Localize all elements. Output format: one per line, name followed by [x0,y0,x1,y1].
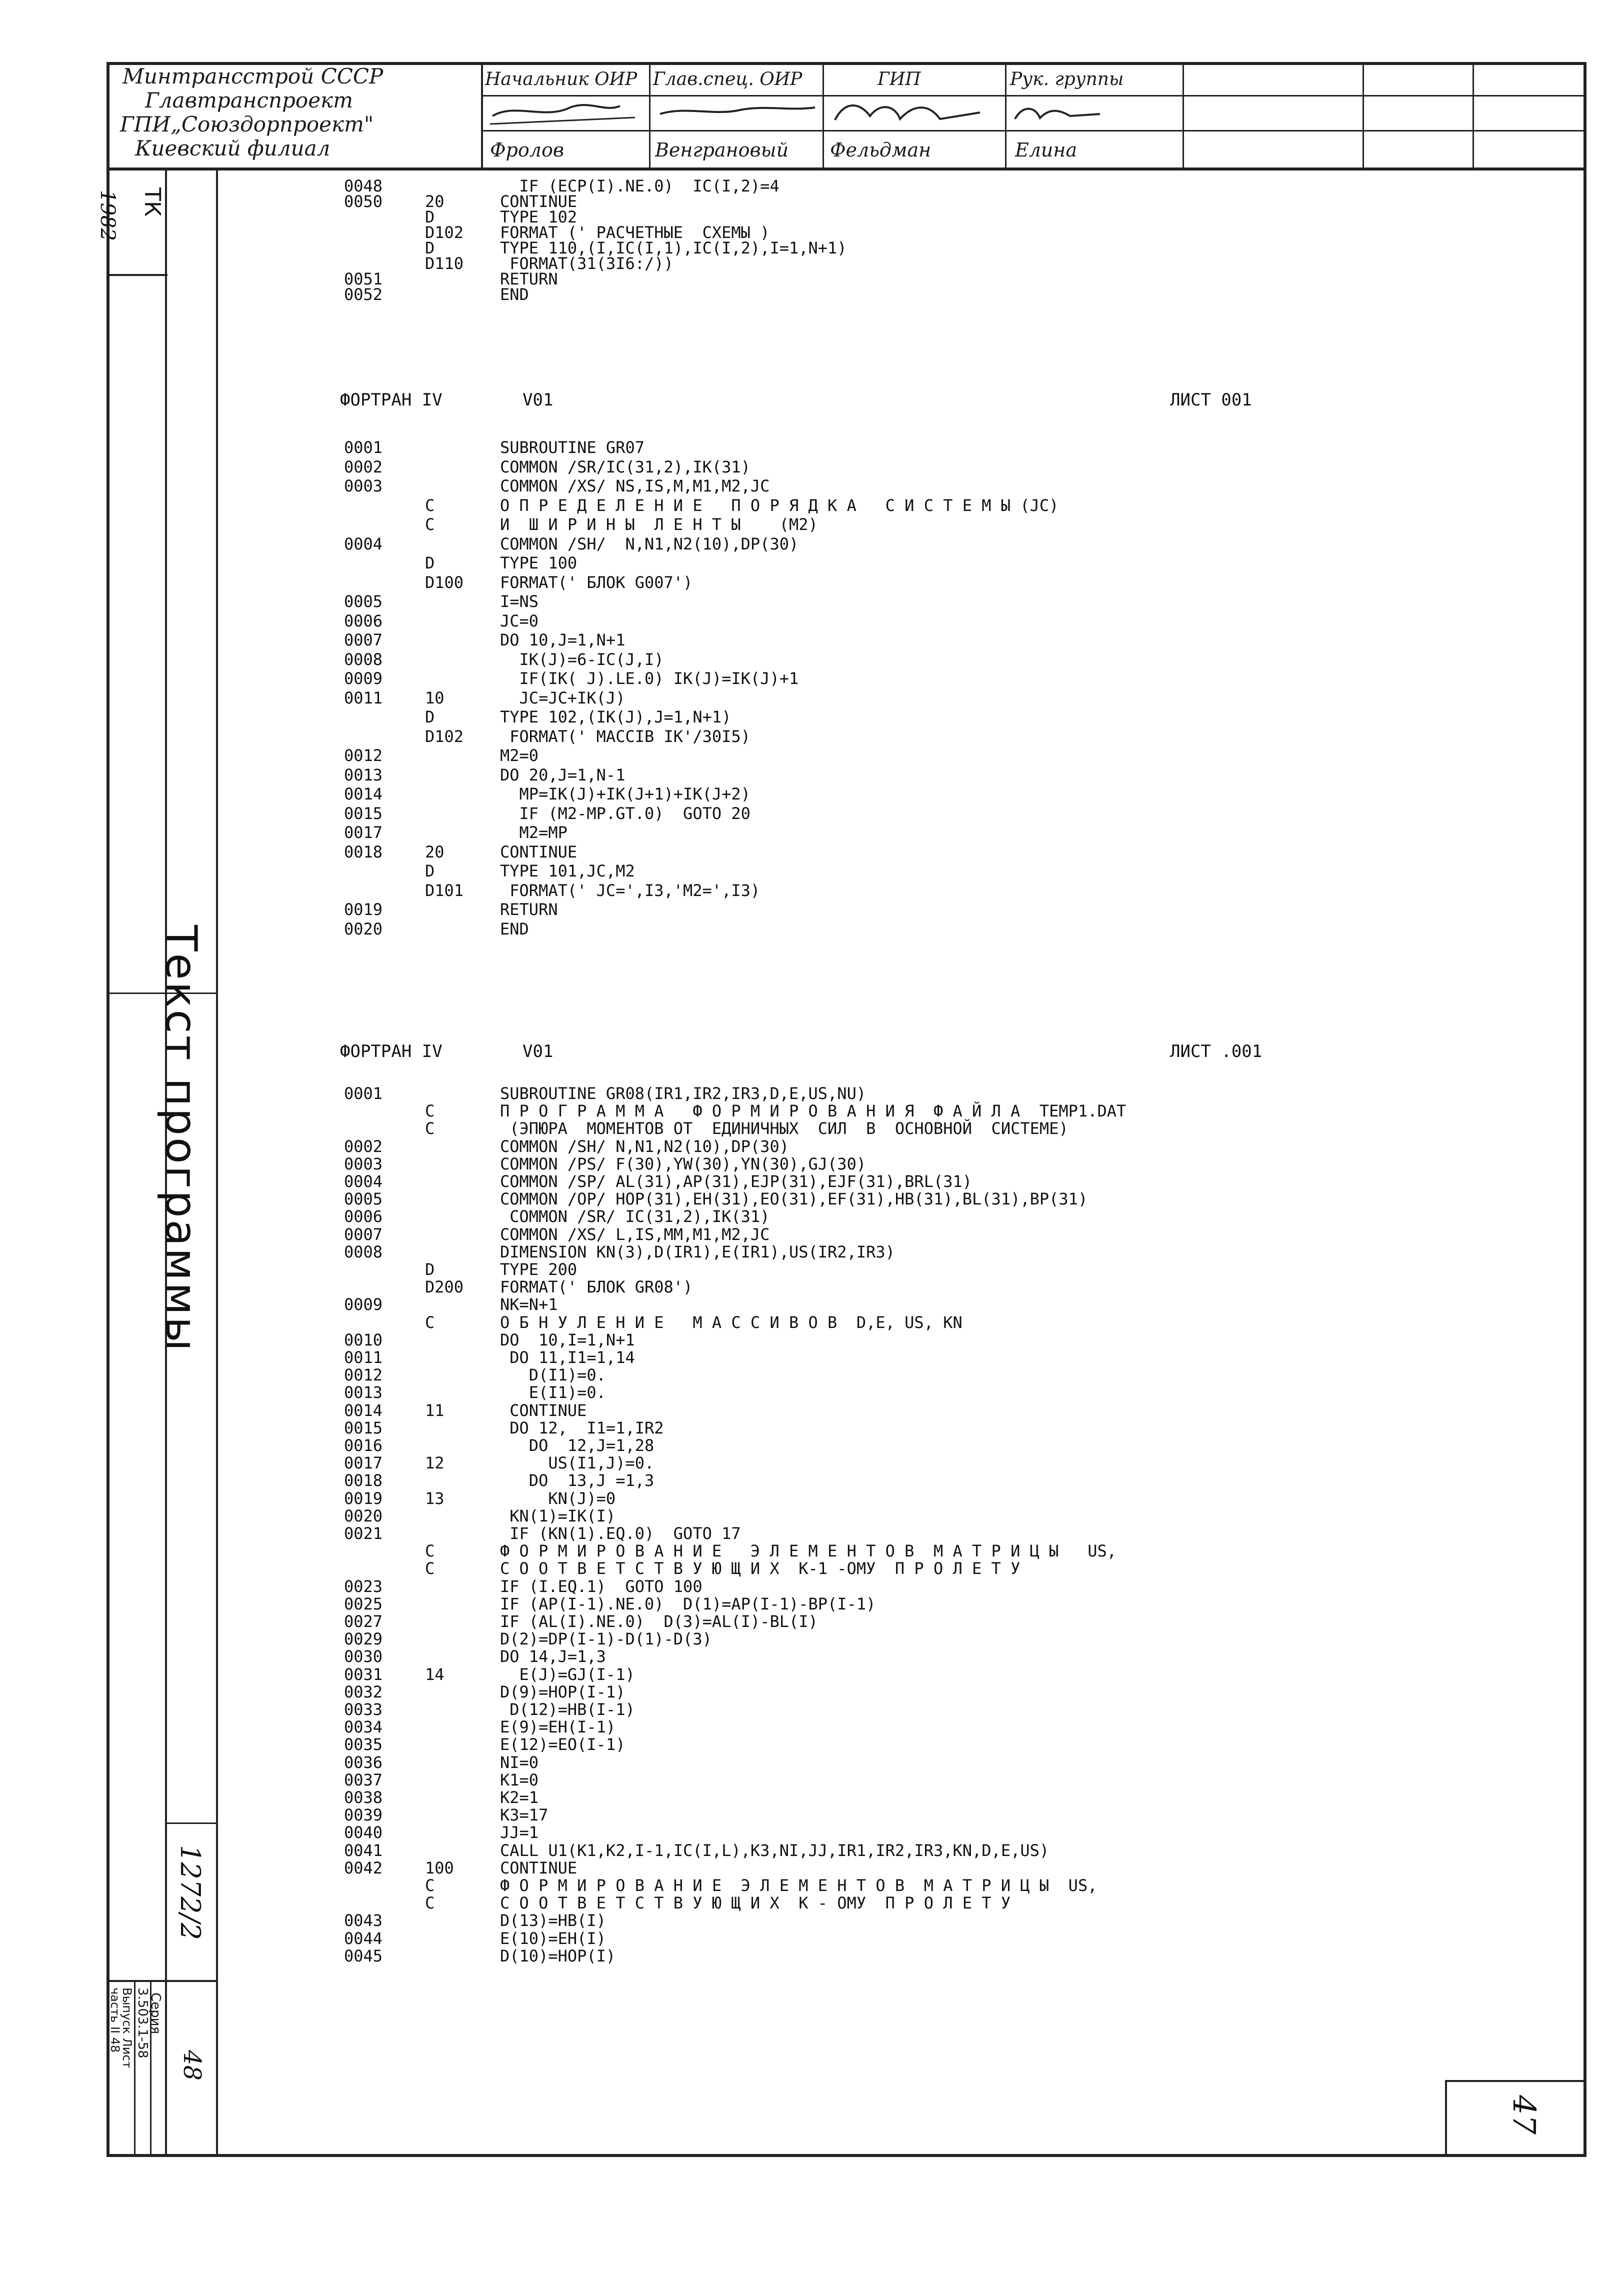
code-line-number: 0011 [344,688,383,708]
code-label: D [425,554,435,572]
code-line-number: 0007 [344,1224,383,1244]
code-statement: SUBROUTINE GR08(IR1,IR2,IR3,D,E,US,NU) [500,1084,866,1103]
code-statement: FORMAT(' БЛОК GR08') [500,1278,693,1297]
series-line-2: 3.503.1-58 [135,1988,150,2058]
code-line-number: 0008 [344,650,383,669]
fortran-header-2-sheet: ЛИСТ .001 [1170,1042,1262,1062]
code-line-number: 0004 [344,534,383,554]
code-statement: DO 12, I1=1,IR2 [500,1418,664,1438]
code-statement: IF (I.EQ.1) GOTO 100 [500,1576,702,1596]
page-number: 47 [1506,2095,1542,2134]
code-label: D102 [425,726,464,746]
fortran-header-2-lang: ФОРТРАН IV [340,1042,442,1062]
code-statement: K2=1 [500,1788,539,1807]
code-line-number: 0048 [344,176,383,196]
code-label: C [425,1876,435,1895]
album-number: 1272/2 [174,1845,206,1940]
code-statement: M2=0 [500,746,539,765]
code-statement: FORMAT(' JC=',I3,'M2=',I3) [500,880,760,900]
code-label: D102 [425,223,464,242]
role-gip: ГИП [878,69,921,90]
code-label: D [425,1260,435,1279]
code-statement: I=NS [500,592,539,611]
code-line-number: 0020 [344,919,383,938]
role-chief-spec: Глав.спец. ОИР [653,69,802,90]
code-statement: COMMON /SR/ IC(31,2),IK(31) [500,1207,770,1226]
code-line-number: 0029 [344,1630,383,1649]
code-statement: COMMON /SP/ AL(31),AP(31),EJP(31),EJF(31),BRL(31) [500,1172,972,1191]
code-statement: E(10)=EH(I) [500,1928,606,1948]
code-statement: END [500,919,529,938]
code-statement: JC=JC+IK(J) [500,688,626,708]
code-label: C [425,1119,435,1138]
code-statement: О Б Н У Л Е Н И Е М А С С И В О В D,E, US, KN [500,1312,962,1332]
signatures [0,0,1624,200]
code-line-number: 0051 [344,270,383,288]
code-label: C [425,515,435,534]
name-elina: Елина [1015,139,1078,161]
code-statement: О П Р Е Д Е Л Е Н И Е П О Р Я Д К А С И С Т Е М Ы (JC) [500,496,1059,515]
code-label: 20 [425,842,444,862]
code-line-number: 0013 [344,765,383,784]
name-vengranovich: Венграновый [655,139,789,161]
org-line-3: ГПИ„Союздорпроект" [120,112,374,136]
code-label: C [425,1312,435,1332]
code-statement: IF (ECP(I).NE.0) IC(I,2)=4 [500,176,780,196]
code-statement: D(13)=HB(I) [500,1911,606,1930]
code-statement: COMMON /OP/ HOP(31),EH(31),EO(31),EF(31),HB(31),BL(31),BP(31) [500,1190,1088,1209]
code-line-number: 0005 [344,592,383,611]
code-statement: D(I1)=0. [500,1366,606,1385]
code-line-number: 0017 [344,1454,383,1473]
code-statement: JC=0 [500,611,539,630]
code-statement: COMMON /SH/ N,N1,N2(10),DP(30) [500,1136,789,1156]
code-statement: DIMENSION KN(3),D(IR1),E(IR1),US(IR2,IR3) [500,1242,895,1262]
code-line-number: 0005 [344,1190,383,1209]
code-statement: DO 11,I1=1,14 [500,1348,635,1367]
fortran-header-1-lang: ФОРТРАН IV [340,390,442,410]
code-label: D110 [425,254,464,273]
code-line-number: 0019 [344,1488,383,1508]
code-statement: E(9)=EH(I-1) [500,1718,616,1737]
code-statement: D(2)=DP(I-1)-D(1)-D(3) [500,1630,712,1649]
code-label: 10 [425,688,444,708]
code-line-number: 0039 [344,1806,383,1825]
org-line-4: Киевский филиал [135,136,330,160]
code-line-number: 0002 [344,457,383,476]
code-line-number: 0014 [344,784,383,804]
code-statement: NK=N+1 [500,1295,558,1314]
code-line-number: 0003 [344,1154,383,1174]
code-statement: COMMON /SR/IC(31,2),IK(31) [500,457,750,476]
code-statement: D(9)=HOP(I-1) [500,1682,626,1702]
code-line-number: 0032 [344,1682,383,1702]
code-statement: DO 12,J=1,28 [500,1436,654,1455]
code-statement: CONTINUE [500,842,578,862]
code-statement: И Ш И Р И Н Ы Л Е Н Т Ы (M2) [500,515,818,534]
code-line-number: 0045 [344,1946,383,1966]
code-label: C [425,1102,435,1121]
code-line-number: 0042 [344,1858,383,1878]
code-statement: С О О Т В Е Т С Т В У Ю Щ И Х К-1 -ОМУ П Р О Л Е Т У [500,1559,1020,1578]
code-line-number: 0015 [344,1418,383,1438]
code-statement: E(12)=EO(I-1) [500,1735,626,1754]
code-statement: DO 10,I=1,N+1 [500,1330,635,1350]
code-line-number: 0033 [344,1700,383,1719]
code-statement: FORMAT (' РАСЧЕТНЫЕ СХЕМЫ ) [500,223,770,242]
code-statement: COMMON /XS/ NS,IS,M,M1,M2,JC [500,476,770,496]
code-line-number: 0034 [344,1718,383,1737]
code-line-number: 0020 [344,1506,383,1526]
code-line-number: 0004 [344,1172,383,1191]
code-statement: IF (M2-MP.GT.0) GOTO 20 [500,804,750,823]
fortran-header-1-sheet: ЛИСТ 001 [1170,390,1252,410]
code-statement: DO 14,J=1,3 [500,1647,606,1666]
code-label: 100 [425,1858,454,1878]
tk-label: ТК [140,188,165,217]
fortran-header-1-version: V01 [522,390,554,410]
code-statement: CONTINUE [500,192,578,211]
code-line-number: 0001 [344,1084,383,1103]
code-label: D [425,208,435,226]
section-title: Текст программы [156,925,206,1353]
code-statement: TYPE 101,JC,M2 [500,862,635,880]
code-label: 14 [425,1664,444,1684]
code-line-number: 0009 [344,1295,383,1314]
code-statement: Ф О Р М И Р О В А Н И Е Э Л Е М Е Н Т О В М А Т Р И Ц Ы US, [500,1542,1116,1561]
page-small: 48 [178,2050,206,2081]
code-line-number: 0001 [344,438,383,457]
code-statement: K1=0 [500,1770,539,1790]
code-line-number: 0010 [344,1330,383,1350]
code-line-number: 0007 [344,630,383,650]
code-statement: K3=17 [500,1806,548,1825]
code-line-number: 0018 [344,1471,383,1490]
code-statement: TYPE 102,(IK(J),J=1,N+1) [500,708,732,726]
code-statement: KN(1)=IK(I) [500,1506,616,1526]
code-line-number: 0038 [344,1788,383,1807]
code-line-number: 0041 [344,1840,383,1860]
code-statement: DO 20,J=1,N-1 [500,765,626,784]
code-statement: MP=IK(J)+IK(J+1)+IK(J+2) [500,784,750,804]
code-line-number: 0031 [344,1664,383,1684]
code-label: D100 [425,572,464,592]
code-label: 12 [425,1454,444,1473]
code-line-number: 0006 [344,611,383,630]
code-statement: RETURN [500,900,558,919]
code-statement: COMMON /PS/ F(30),YW(30),YN(30),GJ(30) [500,1154,866,1174]
code-line-number: 0019 [344,900,383,919]
code-label: C [425,1559,435,1578]
code-line-number: 0011 [344,1348,383,1367]
code-line-number: 0044 [344,1928,383,1948]
code-line-number: 0035 [344,1735,383,1754]
code-label: C [425,1542,435,1561]
code-line-number: 0052 [344,285,383,304]
series-line-1: Серия [148,1992,163,2034]
code-line-number: 0030 [344,1647,383,1666]
code-line-number: 0036 [344,1752,383,1772]
code-statement: (ЭПЮРА МОМЕНТОВ ОТ ЕДИНИЧНЫХ СИЛ В ОСНОВНОЙ СИСТЕМЕ) [500,1119,1068,1138]
code-label: D [425,238,435,258]
code-statement: FORMAT(31(3I6:/)) [500,254,674,273]
code-statement: FORMAT(' БЛОК G007') [500,572,693,592]
code-line-number: 0017 [344,823,383,842]
code-line-number: 0014 [344,1400,383,1420]
code-label: 20 [425,192,444,211]
code-line-number: 0018 [344,842,383,862]
code-statement: TYPE 102 [500,208,578,226]
code-line-number: 0050 [344,192,383,211]
code-label: D101 [425,880,464,900]
code-line-number: 0027 [344,1612,383,1631]
code-statement: DO 10,J=1,N+1 [500,630,626,650]
code-statement: С О О Т В Е Т С Т В У Ю Щ И Х К - ОМУ П Р О Л Е Т У [500,1894,1011,1913]
code-line-number: 0003 [344,476,383,496]
code-statement: NI=0 [500,1752,539,1772]
code-line-number: 0015 [344,804,383,823]
code-line-number: 0025 [344,1594,383,1614]
series-line-4: часть II 48 [108,1988,122,2053]
code-label: D [425,862,435,880]
code-line-number: 0006 [344,1207,383,1226]
code-statement: END [500,285,529,304]
code-line-number: 0043 [344,1911,383,1930]
org-line-1: Минтрансстрой СССР [122,64,384,88]
code-statement: IK(J)=6-IC(J,I) [500,650,664,669]
code-line-number: 0008 [344,1242,383,1262]
code-line-number: 0023 [344,1576,383,1596]
code-statement: M2=MP [500,823,568,842]
code-statement: IF(IK( J).LE.0) IK(J)=IK(J)+1 [500,669,799,688]
year-label: 1982 [96,190,119,241]
code-line-number: 0012 [344,746,383,765]
code-label: C [425,1894,435,1913]
fortran-header-2-version: V01 [522,1042,554,1062]
code-statement: E(J)=GJ(I-1) [500,1664,635,1684]
code-statement: IF (AP(I-1).NE.0) D(1)=AP(I-1)-BP(I-1) [500,1594,876,1614]
code-line-number: 0009 [344,669,383,688]
code-statement: FORMAT(' МАССIВ IK'/30I5) [500,726,750,746]
code-statement: COMMON /SH/ N,N1,N2(10),DP(30) [500,534,799,554]
code-label: C [425,496,435,515]
role-group-lead: Рук. группы [1010,69,1124,90]
code-statement: IF (KN(1).EQ.0) GOTO 17 [500,1524,741,1543]
code-line-number: 0002 [344,1136,383,1156]
code-statement: SUBROUTINE GR07 [500,438,644,457]
code-statement: TYPE 100 [500,554,578,572]
code-label: D200 [425,1278,464,1297]
name-feldman: Фельдман [830,139,932,161]
role-head-oir: Начальник ОИР [485,69,638,90]
code-statement: COMMON /XS/ L,IS,MM,M1,M2,JC [500,1224,770,1244]
code-statement: E(I1)=0. [500,1383,606,1402]
code-line-number: 0016 [344,1436,383,1455]
code-label: 11 [425,1400,444,1420]
code-statement: D(10)=HOP(I) [500,1946,616,1966]
code-label: 13 [425,1488,444,1508]
code-label: D [425,708,435,726]
code-statement: D(12)=HB(I-1) [500,1700,635,1719]
code-line-number: 0021 [344,1524,383,1543]
code-statement: JJ=1 [500,1823,539,1842]
name-frolov: Фролов [490,139,564,161]
code-statement: TYPE 110,(I,IC(I,1),IC(I,2),I=1,N+1) [500,238,847,258]
code-statement: П Р О Г Р А М М А Ф О Р М И Р О В А Н И Я Ф А Й Л А TEMP1.DAT [500,1102,1126,1121]
code-statement: IF (AL(I).NE.0) D(3)=AL(I)-BL(I) [500,1612,818,1631]
code-line-number: 0040 [344,1823,383,1842]
org-line-2: Главтранспроект [145,88,353,112]
code-line-number: 0037 [344,1770,383,1790]
code-statement: CALL U1(K1,K2,I-1,IC(I,L),K3,NI,JJ,IR1,IR2,IR3,KN,D,E,US) [500,1840,1050,1860]
code-line-number: 0012 [344,1366,383,1385]
code-line-number: 0013 [344,1383,383,1402]
series-line-3: Выпуск Лист [120,1988,134,2068]
code-statement: TYPE 200 [500,1260,578,1279]
code-statement: RETURN [500,270,558,288]
code-statement: US(I1,J)=0. [500,1454,654,1473]
code-statement: CONTINUE [500,1400,587,1420]
code-statement: Ф О Р М И Р О В А Н И Е Э Л Е М Е Н Т О В М А Т Р И Ц Ы US, [500,1876,1098,1895]
code-statement: CONTINUE [500,1858,578,1878]
code-statement: DO 13,J =1,3 [500,1471,654,1490]
code-statement: KN(J)=0 [500,1488,616,1508]
